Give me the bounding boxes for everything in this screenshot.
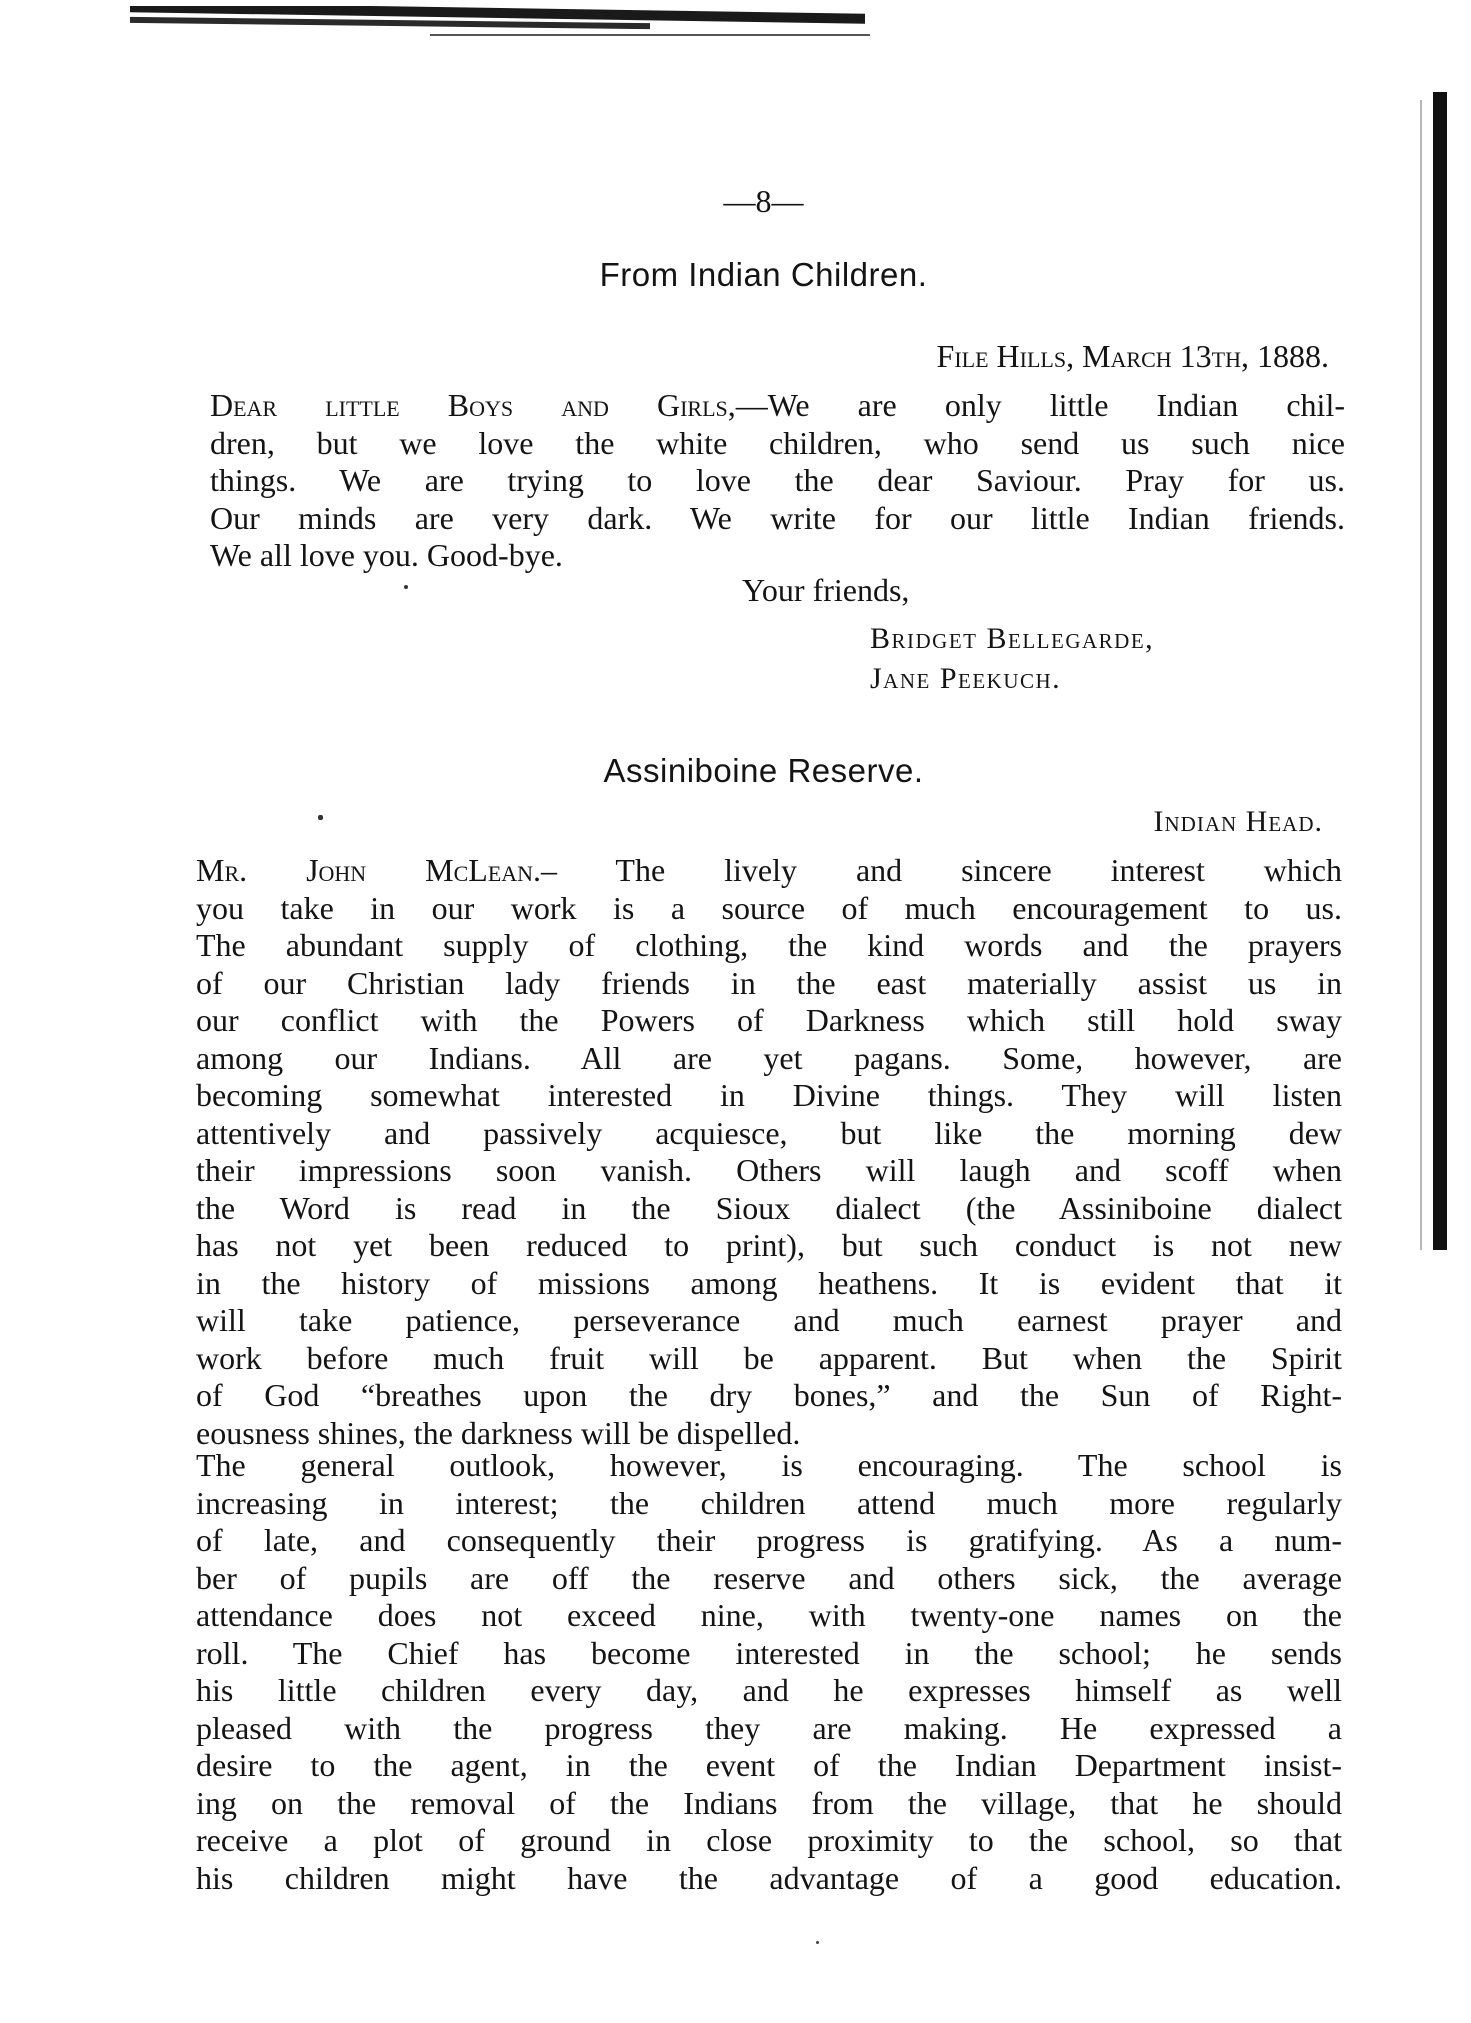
text-line: things. We are trying to love the dear Saviour. Pray for us. bbox=[210, 462, 1345, 498]
page-number: —8— bbox=[723, 183, 804, 219]
text-line: We all love you. Good-bye. bbox=[210, 537, 563, 573]
text-line: among our Indians. All are yet pagans. Some, however, are bbox=[196, 1039, 1342, 1076]
text-line: attentively and passively acquiesce, but like the morning dew bbox=[196, 1114, 1342, 1151]
text-line: in the history of missions among heathens. It is evident that it bbox=[196, 1264, 1342, 1301]
text-line: becoming somewhat interested in Divine things. They will listen bbox=[196, 1077, 1342, 1113]
report-paragraph bbox=[196, 1447, 1342, 1897]
text-line: The abundant supply of clothing, the kind words and the prayers bbox=[196, 927, 1342, 963]
text-line: will take patience, perseverance and much earnest prayer and bbox=[196, 1302, 1342, 1338]
ink-speck bbox=[404, 585, 408, 589]
text-fragment: —We are only little Indian chil- bbox=[735, 387, 1345, 423]
text-fragment: – The lively and sincere interest which bbox=[541, 852, 1343, 888]
text-line: of God “breathes upon the dry bones,” and the Sun of Right- bbox=[196, 1377, 1342, 1413]
text-line: ing on the removal of the Indians from the village, that he should bbox=[196, 1784, 1342, 1821]
text-line: Our minds are very dark. We write for our little Indian friends. bbox=[210, 499, 1345, 536]
text-line: of late, and consequently their progress is gratifying. As a num- bbox=[196, 1522, 1342, 1558]
top-torn-edge bbox=[130, 6, 870, 40]
letter-body bbox=[210, 387, 1345, 575]
text-line: pleased with the progress they are making. He expressed a bbox=[196, 1709, 1342, 1746]
text-line: dren, but we love the white children, who send us such nice bbox=[210, 424, 1345, 461]
text-line: roll. The Chief has become interested in the school; he sends bbox=[196, 1634, 1342, 1671]
text-line: the Word is read in the Sioux dialect (the Assiniboine dialect bbox=[196, 1189, 1342, 1226]
ink-speck bbox=[318, 815, 323, 820]
text-line: has not yet been reduced to print), but such conduct is not new bbox=[196, 1227, 1342, 1263]
dateline: File Hills, March 13th, 1888. bbox=[936, 338, 1329, 374]
place-name: Indian Head. bbox=[1153, 805, 1323, 838]
report-paragraph bbox=[196, 852, 1342, 1452]
signature: Jane Peekuch. bbox=[870, 662, 1062, 695]
text-line: eousness shines, the darkness will be dispelled. bbox=[196, 1414, 801, 1451]
section-heading: Assiniboine Reserve. bbox=[603, 752, 924, 789]
text-line bbox=[210, 387, 1345, 425]
text-line: his children might have the advantage of a good education. bbox=[196, 1859, 1342, 1896]
salutation: Dear little Boys and Girls, bbox=[210, 387, 736, 423]
text-line: The general outlook, however, is encouraging. The school is bbox=[196, 1447, 1342, 1483]
text-line: desire to the agent, in the event of the Indian Department insist- bbox=[196, 1747, 1342, 1783]
text-line: increasing in interest; the children attend much more regularly bbox=[196, 1484, 1342, 1521]
text-line: ber of pupils are off the reserve and others sick, the average bbox=[196, 1559, 1342, 1596]
section-heading: From Indian Children. bbox=[599, 256, 928, 293]
text-line: work before much fruit will be apparent. But when the Spirit bbox=[196, 1339, 1342, 1376]
text-line: attendance does not exceed nine, with twenty-one names on the bbox=[196, 1597, 1342, 1633]
text-line: of our Christian lady friends in the east materially assist us in bbox=[196, 964, 1342, 1001]
top-edge-rule bbox=[430, 34, 870, 36]
ink-speck bbox=[816, 1941, 819, 1944]
addressee: Mr. John McLean. bbox=[196, 852, 542, 888]
text-line: their impressions soon vanish. Others will laugh and scoff when bbox=[196, 1152, 1342, 1188]
text-line: receive a plot of ground in close proximity to the school, so that bbox=[196, 1822, 1342, 1858]
signature: Bridget Bellegarde, bbox=[870, 622, 1155, 655]
closing: Your friends, bbox=[742, 572, 910, 608]
text-line: you take in our work is a source of much encouragement to us. bbox=[196, 889, 1342, 926]
text-line: his little children every day, and he expresses himself as well bbox=[196, 1672, 1342, 1708]
text-line: our conflict with the Powers of Darkness which still hold sway bbox=[196, 1002, 1342, 1038]
text-line bbox=[196, 852, 1342, 890]
